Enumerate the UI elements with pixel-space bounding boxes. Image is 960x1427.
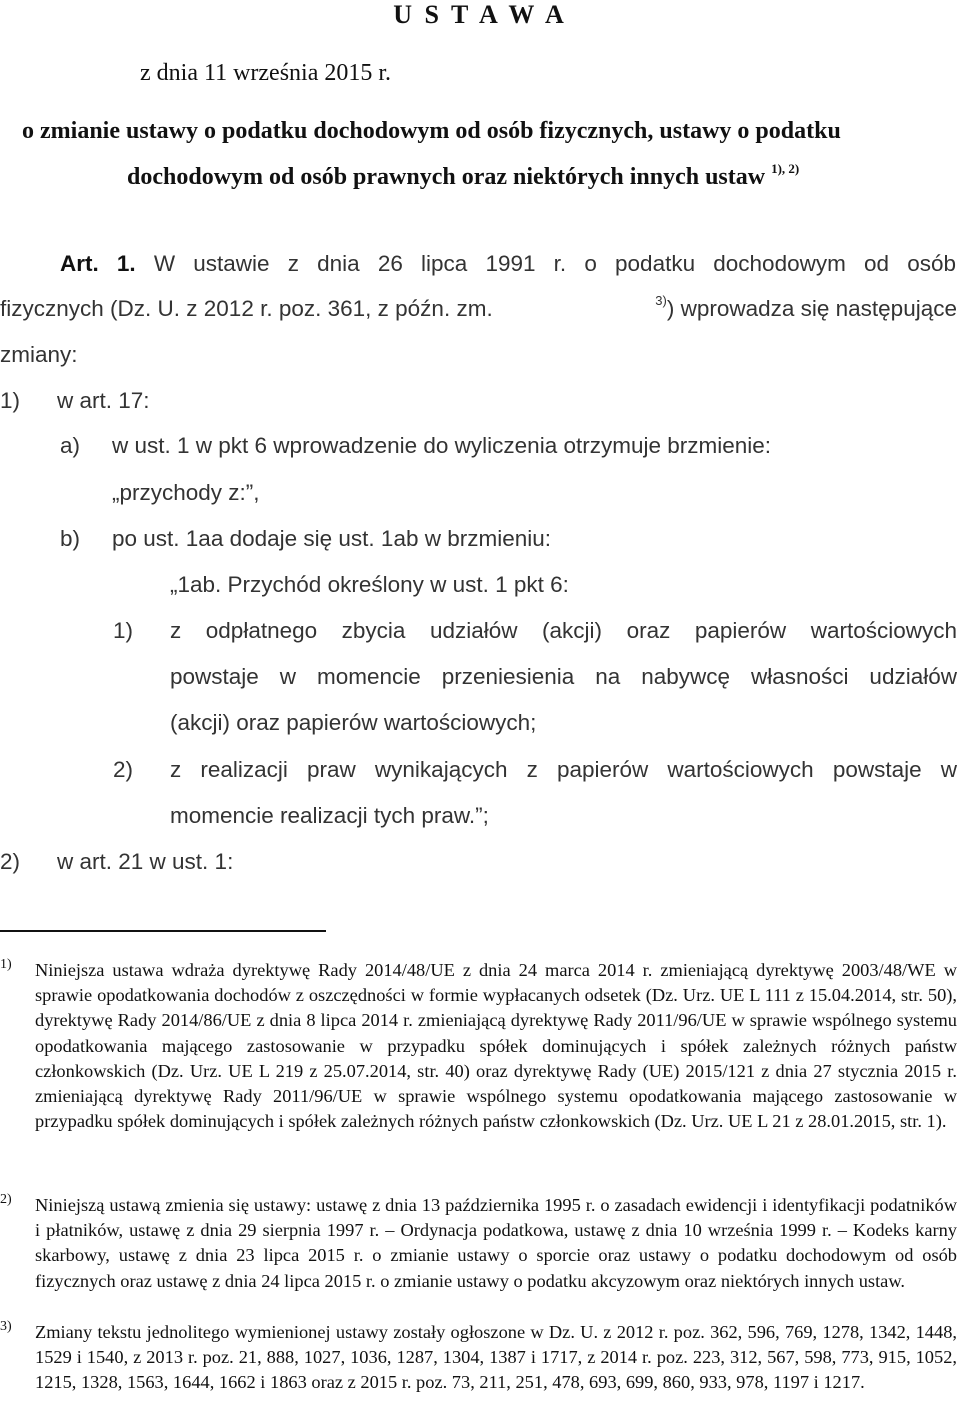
article-label: Art. 1. [60, 251, 136, 276]
footnote-3-text: Zmiany tekstu jednolitego wymienionej ustawy zostały ogłoszone w Dz. U. z 2012 r. poz. 362, 596, 769, 1278, 1342, 1448, 1529 i 1540, z 2013 r. poz. 21, 888, 1027, 1036, 1287, 1304, 1387 i 1717, z 2014 r. poz. 223, 312, 567, 598, 773, 915, 1052, 1215, 1328, 1563, 1644, 1662 i 1863 oraz z 2015 r. poz. 73, 211, 251, 478, 693, 699, 860, 933, 978, 1197 i 1217. [35, 1322, 957, 1393]
point-1a-text: w ust. 1 w pkt 6 wprowadzenie do wyliczenia otrzymuje brzmienie: [112, 433, 772, 458]
subject-line-2: dochodowym od osób prawnych oraz niektórych innych ustaw $^{1), 2)}$ [127, 161, 800, 190]
footnote-ref-3: 3) [655, 293, 667, 308]
sub-point-1-line-2: powstaje w momencie przeniesienia na nabywcę własności udziałów [170, 664, 957, 689]
sub-point-1-line-3: (akcji) oraz papierów wartościowych; [170, 710, 537, 735]
footnote-2-mark: 2) [0, 1192, 12, 1207]
footnote-2-text: Niniejszą ustawą zmienia się ustawy: ustawę z dnia 13 października 1995 r. o zasadach ewidencji i identyfikacji podatników i płatników, ustawę z dnia 29 sierpnia 1997 r. – Ordynacja podatkowa, ustawę z dnia 10 września 1999 r. – Kodeks karny skarbowy, ustawę z dnia 23 lipca 2015 r. o zmianie ustawy o sporcie oraz ustawy o podatku dochodowym od osób fizycznych oraz ustawę z dnia 24 lipca 2015 r. o zmianie ustawy o podatku akcyzowym oraz niektórych innych ustaw. [35, 1195, 957, 1291]
footnote-1-mark: 1) [0, 957, 12, 972]
article-intro-line-3: zmiany: [0, 342, 78, 367]
document-date: z dnia 11 września 2015 r. [140, 60, 392, 86]
subject-footnote-refs: 1), 2) [771, 161, 800, 176]
sub-point-2-line-2: momencie realizacji tych praw.”; [170, 803, 489, 828]
sub-point-2-number: 2) [113, 757, 134, 782]
article-intro-line-2: fizycznych (Dz. U. z 2012 r. poz. 361, z późn. zm. $^{3)}$) wprowadza się następujące [0, 293, 957, 321]
point-1b-quote: „1ab. Przychód określony w ust. 1 pkt 6: [170, 572, 569, 597]
point-2-number: 2) [0, 849, 21, 874]
sub-point-1-number: 1) [113, 618, 134, 643]
point-1-number: 1) [0, 388, 21, 413]
sub-point-1-line-1: z odpłatnego zbycia udziałów (akcji) oraz papierów wartościowych [170, 618, 957, 643]
point-1a-quote: „przychody z:”, [112, 480, 260, 505]
point-1b-text: po ust. 1aa dodaje się ust. 1ab w brzmieniu: [112, 526, 552, 551]
footnote-1-text: Niniejsza ustawa wdraża dyrektywę Rady 2014/48/UE z dnia 24 marca 2014 r. zmieniającą dyrektywę 2003/48/WE w sprawie opodatkowania dochodów z oszczędności w formie wypłacanych odsetek (Dz. Urz. UE L 111 z 15.04.2014, str. 50), dyrektywę Rady 2014/86/UE z dnia 8 lipca 2014 r. zmieniającą dyrektywę Rady 2011/96/UE w sprawie wspólnego systemu opodatkowania mającego zastosowanie w przypadku spółek dominujących i spółek zależnych różnych państw członkowskich (Dz. Urz. UE L 219 z 25.07.2014, str. 40) oraz dyrektywę Rady (UE) 2015/121 z dnia 27 stycznia 2015 r. zmieniającą dyrektywę Rady 2011/96/UE w sprawie wspólnego systemu opodatkowania mającego zastosowanie w przypadku spółek dominujących i spółek zależnych różnych państw członkowskich (Dz. Urz. UE L 21 z 28.01.2015, str. 1). [35, 960, 957, 1132]
sub-point-2-line-1: z realizacji praw wynikających z papierów wartościowych powstaje w [170, 757, 957, 782]
document-title: U S T A W A [393, 0, 567, 29]
footnote-separator [0, 930, 326, 932]
point-1a-letter: a) [60, 433, 81, 458]
point-1-text: w art. 17: [57, 388, 150, 413]
point-2-text: w art. 21 w ust. 1: [57, 849, 234, 874]
footnote-3-mark: 3) [0, 1319, 12, 1334]
point-1b-letter: b) [60, 526, 81, 551]
subject-line-1: o zmianie ustawy o podatku dochodowym od osób fizycznych, ustawy o podatku [22, 118, 841, 144]
article-intro-line-1: Art. 1. W ustawie z dnia 26 lipca 1991 r. o podatku dochodowym od osób [60, 251, 956, 276]
